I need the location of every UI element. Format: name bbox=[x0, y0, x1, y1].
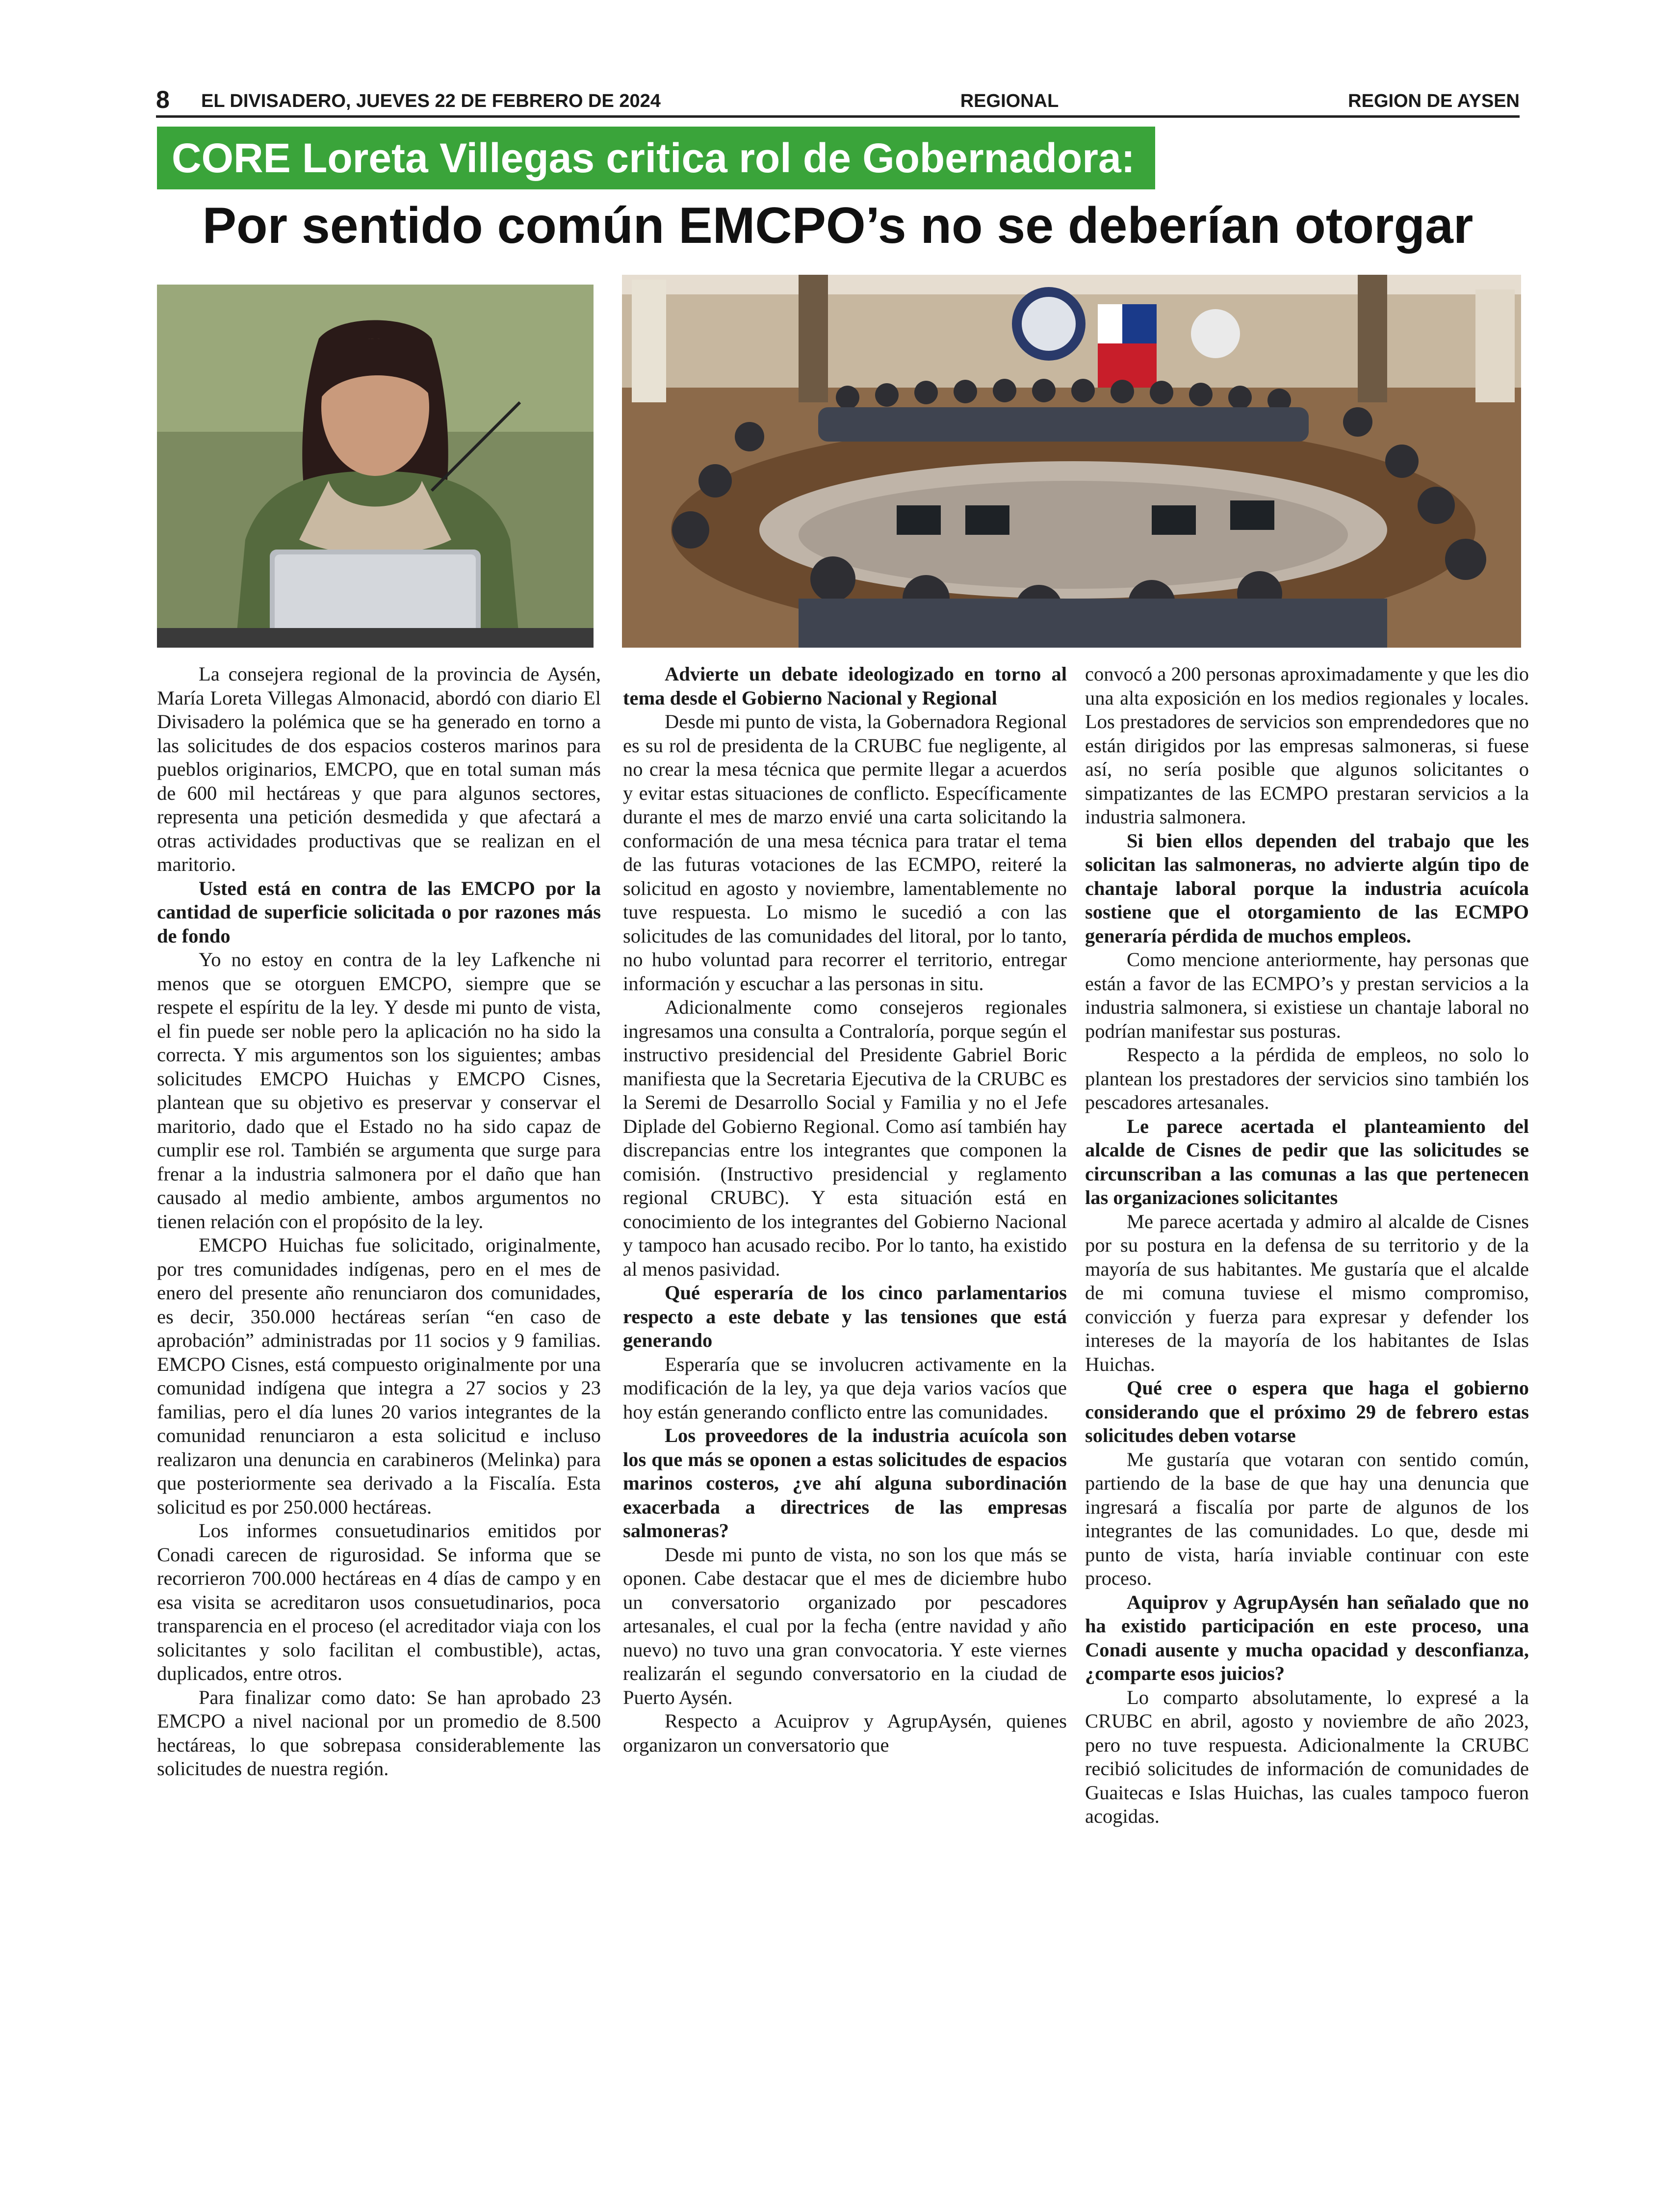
region-name: REGION DE AYSEN bbox=[1348, 91, 1520, 111]
interview-question: Los proveedores de la industria acuícola son los que más se oponen a estas solicitudes de espacios marinos costeros, ¿ve ahí alguna subordinación exacerbada a directrices de las empresas salmoneras? bbox=[623, 1424, 1067, 1542]
page-header bbox=[156, 86, 1520, 118]
portrait-photo bbox=[157, 285, 594, 648]
article-paragraph: EMCPO Huichas fue solicitado, originalmente, por tres comunidades indígenas, pero en el mes de enero del presente año renunciaron dos comunidades, es decir, 350.000 hectáreas serían “en caso de aprobación” administradas por 11 socios y 9 familias. EMCPO Cisnes, está compuesto originalmente por una comunidad indígena que integra a 27 socios y 23 familias, pero el día lunes 20 varios integrantes de la comunidad renunciaron a esta solicitud e incluso realizaron una denuncia en carabineros (Melinka) para que posteriormente sea derivado a la Fiscalía. Esta solicitud es por 250.000 hectáreas. bbox=[157, 1234, 601, 1518]
article-paragraph: Como mencione anteriormente, hay personas que están a favor de las ECMPO’s y prestan servicios a la industria salmonera, si existiese un chantaje laboral no podrían manifestar sus posturas. bbox=[1085, 948, 1529, 1042]
interview-question: Si bien ellos dependen del trabajo que les solicitan las salmoneras, no advierte algún tipo de chantaje laboral porque la industria acuícola sostiene que el otorgamiento de las ECMPO generaría pérdida de muchos empleos. bbox=[1085, 829, 1529, 947]
article-paragraph: convocó a 200 personas aproximadamente y que les dio una alta exposición en los medios regionales y locales. Los prestadores de servicios son emprendedores que no están dirigidos por las empresas salmoneras, si fuese así, no sería posible que algunos solicitantes o simpatizantes de las ECMPO prestaran servicios a la industria salmonera. bbox=[1085, 663, 1529, 828]
meeting-photo bbox=[622, 275, 1521, 648]
article-paragraph: Desde mi punto de vista, no son los que más se oponen. Cabe destacar que el mes de diciembre hubo un conversatorio organizado por pescadores artesanales, el cual por la fecha (entre navidad y año nuevo) no tuvo una gran convocatoria. Y este viernes realizarán el segundo conversatorio en la ciudad de Puerto Aysén. bbox=[623, 1543, 1067, 1708]
interview-question: Advierte un debate ideologizado en torno al tema desde el Gobierno Nacional y Regional bbox=[623, 663, 1067, 709]
article-paragraph: Lo comparto absolutamente, lo expresé a la CRUBC en abril, agosto y noviembre de año 2023, pero no tuve respuesta. Adicionalmente la CRUBC recibió solicitudes de información de comunidades de Guaitecas e Islas Huichas, las cuales tampoco fueron acogidas. bbox=[1085, 1686, 1529, 1827]
headline: Por sentido común EMCPO’s no se deberían otorgar bbox=[202, 197, 1473, 254]
article-paragraph: Yo no estoy en contra de la ley Lafkenche ni menos que se otorguen EMCPO, siempre que se respete el espíritu de la ley. Y desde mi punto de vista, el fin puede ser noble pero la aplicación no ha sido la correcta. Y mis argumentos son los siguientes; ambas solicitudes EMCPO Huichas y EMCPO Cisnes, plantean que su objetivo es preservar y conservar el maritorio, dado que el Estado no ha sido capaz de cumplir ese rol. También se argumenta que surge para frenar a la industria salmonera por el daño que han causado al medio ambiente, ambos argumentos no tienen relación con el propósito de la ley. bbox=[157, 948, 601, 1232]
page-number: 8 bbox=[156, 86, 170, 113]
article-paragraph: Adicionalmente como consejeros regionales ingresamos una consulta a Contraloría, porque según el instructivo presidencial del Presidente Gabriel Boric manifiesta que la Secretaria Ejecutiva de la CRUBC es la Seremi de Desarrollo Social y Familia y no el Jefe Diplade del Gobierno Regional. Como así también hay discrepancias entre los integrantes que componen la comisión. (Instructivo presidencial y reglamento regional CRUBC). Y esta situación está en conocimiento de los integrantes del Gobierno Nacional y tampoco han acusado recibo. Por lo tanto, ha existido al menos pasividad. bbox=[623, 996, 1067, 1280]
publication-dateline: EL DIVISADERO, JUEVES 22 DE FEBRERO DE 2024 bbox=[201, 91, 661, 111]
article-paragraph: Respecto a la pérdida de empleos, no solo lo plantean los prestadores der servicios sino también los pescadores artesanales. bbox=[1085, 1044, 1529, 1113]
article-paragraph: Para finalizar como dato: Se han aprobado 23 EMCPO a nivel nacional por un promedio de 8.500 hectáreas, lo que sobrepasa considerablemente las solicitudes de nuestra región. bbox=[157, 1686, 601, 1780]
interview-question: Aquiprov y AgrupAysén han señalado que no ha existido participación en este proceso, una Conadi ausente y mucha opacidad y desconfianza, ¿comparte esos juicios? bbox=[1085, 1591, 1529, 1684]
article-column-1 bbox=[157, 662, 601, 2134]
article-paragraph: Los informes consuetudinarios emitidos por Conadi carecen de rigurosidad. Se informa que se recorrieron 700.000 hectáreas en 4 días de campo y en esa visita se acreditaron usos consuetudinarios, poca transparencia en el proceso (el acreditador viaja con los solicitantes y solo facilitan el combustible), actas, duplicados, entre otros. bbox=[157, 1520, 601, 1684]
interview-question: Usted está en contra de las EMCPO por la cantidad de superficie solicitada o por razones más de fondo bbox=[157, 877, 601, 947]
interview-question: Le parece acertada el planteamiento del alcalde de Cisnes de pedir que las solicitudes se circunscriban a las comunas a las que pertenecen las organizaciones solicitantes bbox=[1085, 1115, 1529, 1208]
article-paragraph: Desde mi punto de vista, la Gobernadora Regional es su rol de presidenta de la CRUBC fue negligente, al no crear la mesa técnica que permite llegar a acuerdos y evitar estas situaciones de conflicto. Específicamente durante el mes de marzo envié una carta solicitando la conformación de una mesa técnica para tratar el tema de las futuras votaciones de las ECMPO, reiteré la solicitud en agosto y noviembre, lamentablemente no tuve respuesta. Lo mismo le sucedió a con las solicitudes de las comunidades del litoral, por lo tanto, no hubo voluntad para recorrer el territorio, entregar información y escuchar a las personas in situ. bbox=[623, 710, 1067, 995]
article-column-3 bbox=[1085, 662, 1529, 2134]
article-paragraph: Respecto a Acuiprov y AgrupAysén, quienes organizaron un conversatorio que bbox=[623, 1710, 1067, 1756]
interview-question: Qué cree o espera que haga el gobierno considerando que el próximo 29 de febrero estas solicitudes deben votarse bbox=[1085, 1377, 1529, 1446]
article-column-2 bbox=[623, 662, 1067, 2134]
article-paragraph: La consejera regional de la provincia de Aysén, María Loreta Villegas Almonacid, abordó con diario El Divisadero la polémica que se ha generado en torno a las solicitudes de dos espacios costeros marinos para pueblos originarios, EMCPO, que en total suman más de 600 mil hectáreas y que para algunos sectores, representa una petición desmedida y que afectará a otras actividades productivas que se realizan en el maritorio. bbox=[157, 663, 601, 875]
interview-question: Qué esperaría de los cinco parlamentarios respecto a este debate y las tensiones que está generando bbox=[623, 1282, 1067, 1351]
article-paragraph: Esperaría que se involucren activamente en la modificación de la ley, ya que deja varios vacíos que hoy están generando conflicto entre las comunidades. bbox=[623, 1353, 1067, 1423]
kicker-banner: CORE Loreta Villegas critica rol de Gobernadora: bbox=[157, 127, 1155, 189]
article-paragraph: Me gustaría que votaran con sentido común, partiendo de la base de que hay una denuncia que ingresará a fiscalía por parte de algunos de los integrantes de las comunidades. Lo que, desde mi punto de vista, haría inviable continuar con este proceso. bbox=[1085, 1448, 1529, 1589]
section-name: REGIONAL bbox=[960, 91, 1059, 111]
article-paragraph: Me parece acertada y admiro al alcalde de Cisnes por su postura en la defensa de su territorio y de la mayoría de sus habitantes. Me gustaría que el alcalde de mi comuna tuviese el mismo compromiso, convicción y fuerza para expresar y defender los intereses de la mayoría de los habitantes de Islas Huichas. bbox=[1085, 1210, 1529, 1375]
